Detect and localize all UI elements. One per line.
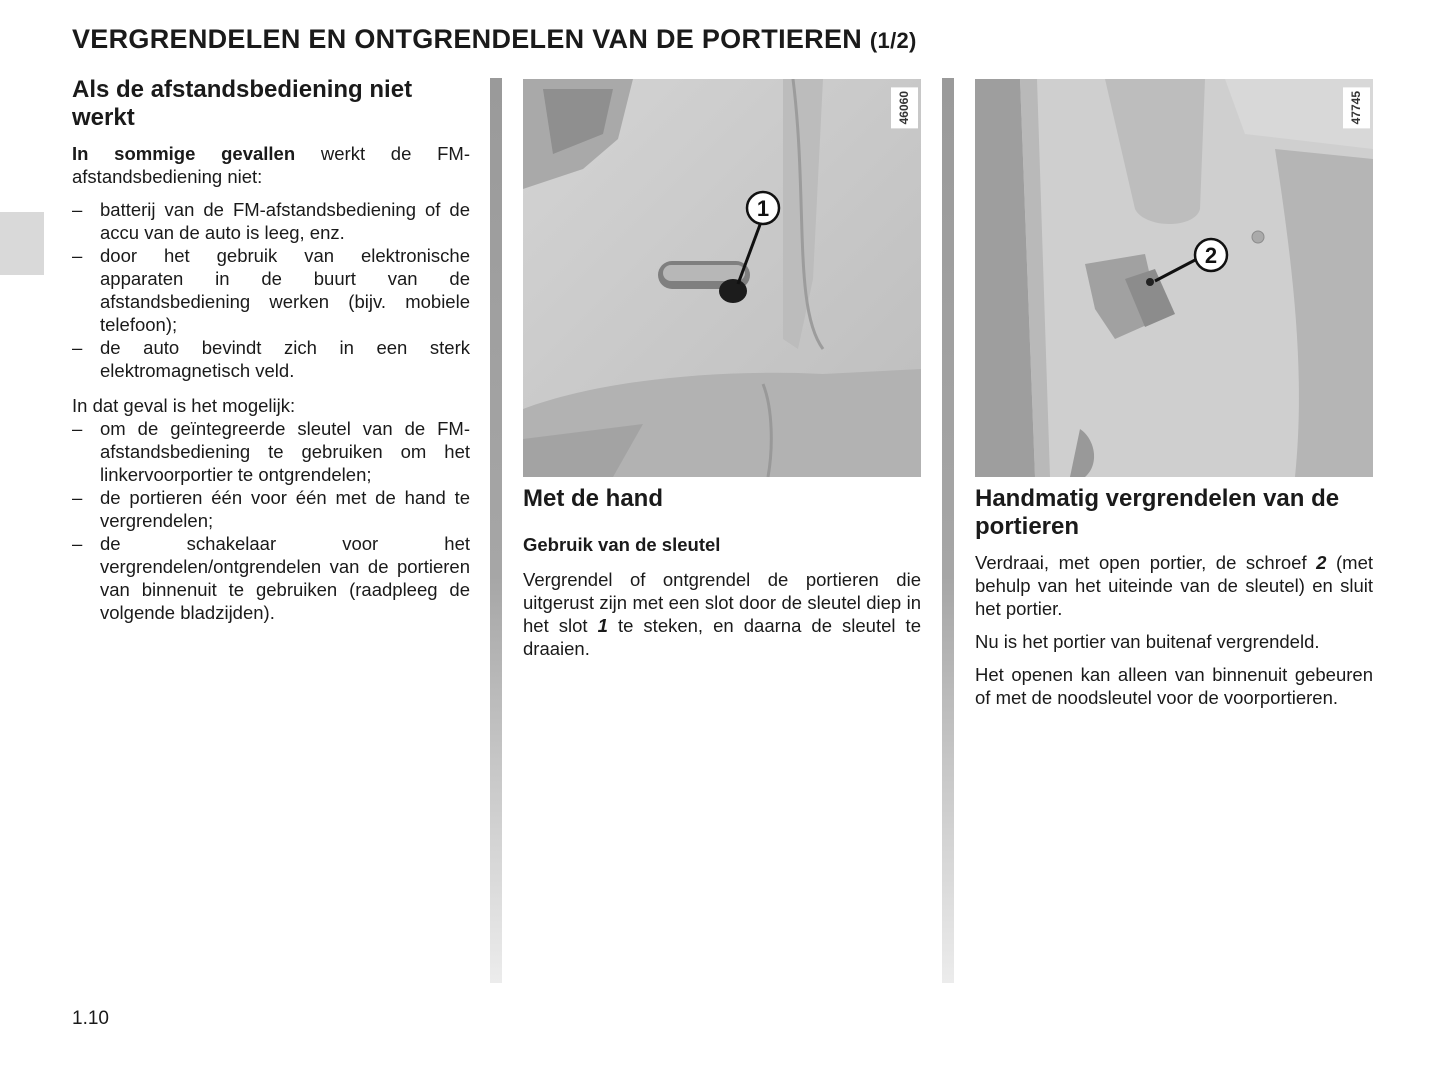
opening-paragraph: Het openen kan alleen van binnenuit gebeuren of met de noodsleutel voor de voorportieren. [975,664,1373,708]
callout-2: 2 [1204,243,1218,268]
text-part: (met behulp van het uiteinde van de sleutel) en sluit het portier. [975,552,1374,619]
intro-paragraph [72,142,470,188]
reference-number: 2 [1316,552,1327,573]
manual-lock-section [975,79,1373,719]
options-list [72,417,470,624]
text-part: Verdraai, met open portier, de schroef [975,552,1317,573]
intro-rest: werkt de FM-afstandsbediening niet: [72,143,470,187]
intro-bold: In sommige gevallen [72,143,296,164]
column-divider-right [942,78,954,983]
image-code: 46060 [891,87,918,128]
door-screw-illustration [975,79,1373,477]
list-item: – de auto bevindt zich in een sterk elektromagnetisch veld. [72,336,470,382]
page-part: (1/2) [869,28,917,53]
section-heading: Met de hand [523,485,664,512]
text-part: Vergrendel of ontgrendel de portieren die uitgerust zijn met een slot door de sleutel diep in het slot [523,569,921,636]
key-icon [719,279,747,303]
locked-paragraph: Nu is het portier van buitenaf vergrendeld. [975,631,1320,652]
list-item: – batterij van de FM-afstandsbediening of de accu van de auto is leeg, enz. [72,198,470,244]
list-item: – om de geïntegreerde sleutel van de FM-afstandsbediening te gebruiken om het linkervoorportier te ontgrendelen; [72,417,470,486]
door-screw-photo [975,79,1373,477]
door-lock-photo [523,79,921,477]
text-part: te steken, en daarna de sleutel te draaien. [523,615,921,659]
page-title-text: VERGRENDELEN EN ONTGRENDELEN VAN DE PORTIEREN [72,24,863,54]
door-lock-illustration [523,79,921,477]
list-item: – de schakelaar voor het vergrendelen/ontgrendelen van de portieren van binnenuit te gebruiken (raadpleeg de volgende bladzijden). [72,532,470,624]
screw-icon [1146,278,1154,286]
list-item: – de portieren één voor één met de hand te vergrendelen; [72,486,470,532]
image-code: 47745 [1343,87,1370,128]
callout-1: 1 [756,196,770,221]
remote-not-working-section [72,76,470,636]
chapter-tab [0,212,44,275]
options-intro: In dat geval is het mogelijk: [72,395,296,416]
reference-number: 1 [597,615,608,636]
manual-section [523,79,921,670]
section-heading: Handmatig vergrendelen van de portieren [975,485,1340,540]
screw-paragraph [975,551,1373,620]
section-heading: Als de afstandsbediening niet werkt [72,76,413,131]
page-title [72,24,917,55]
causes-list [72,198,470,382]
list-item: – door het gebruik van elektronische apparaten in de buurt van de afstandsbediening werken (bijv. mobiele telefoon); [72,244,470,336]
key-paragraph [523,568,921,660]
column-divider-left [490,78,502,983]
page-number: 1.10 [72,1008,109,1029]
subsection-heading: Gebruik van de sleutel [523,534,721,555]
